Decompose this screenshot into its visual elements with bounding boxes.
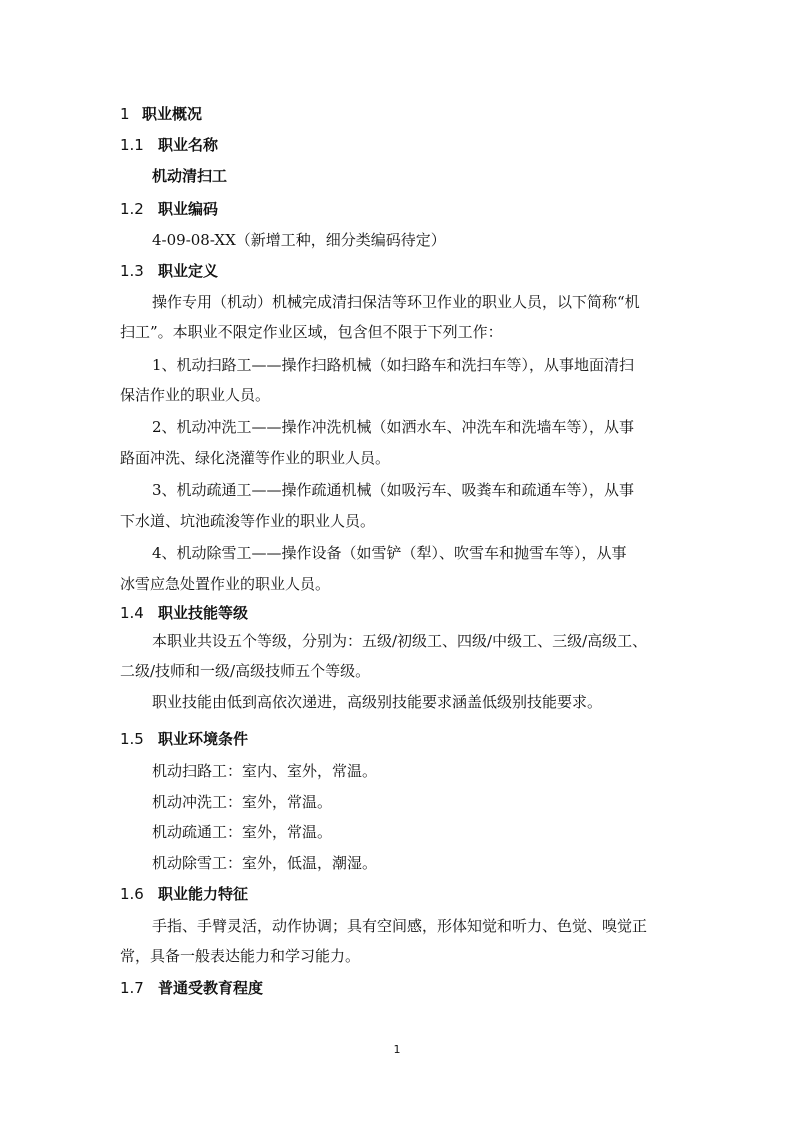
heading-1-4: 1.4 职业技能等级 [120,604,249,622]
occupation-name: 机动清扫工 [152,167,228,185]
heading-1: 1 职业概况 [120,105,203,123]
env-line-1: 机动扫路工：室内、室外，常温。 [152,762,378,780]
item-2-line-1: 2、机动冲洗工——操作冲洗机械（如洒水车、冲洗车和洗墙车等），从事 [152,418,635,436]
occupation-code: 4-09-08-XX（新增工种，细分类编码待定） [152,231,446,249]
heading-1-7-title: 普通受教育程度 [158,979,264,997]
heading-1-title: 职业概况 [142,105,203,123]
definition-line-2: 扫工”。本职业不限定作业区域，包含但不限于下列工作： [120,323,503,341]
ability-line-1: 手指、手臂灵活，动作协调；具有空间感，形体知觉和听力、色觉、嗅觉正 [152,917,648,935]
heading-1-5: 1.5 职业环境条件 [120,730,249,748]
item-4-line-2: 冰雪应急处置作业的职业人员。 [120,575,331,593]
heading-1-2-title: 职业编码 [158,200,219,218]
heading-1-6-title: 职业能力特征 [158,885,249,903]
heading-1-1: 1.1 职业名称 [120,136,219,154]
heading-1-5-title: 职业环境条件 [158,730,249,748]
item-4-line-1: 4、机动除雪工——操作设备（如雪铲（犁）、吹雪车和抛雪车等），从事 [152,544,627,562]
levels-progression: 职业技能由低到高依次递进，高级别技能要求涵盖低级别技能要求。 [152,693,603,711]
heading-1-2: 1.2 职业编码 [120,200,219,218]
item-3-line-2: 下水道、坑池疏浚等作业的职业人员。 [120,512,376,530]
item-2-line-2: 路面冲洗、绿化浇灌等作业的职业人员。 [120,449,391,467]
env-line-2: 机动冲洗工：室外，常温。 [152,793,333,811]
env-line-3: 机动疏通工：室外，常温。 [152,823,333,841]
item-1-line-2: 保洁作业的职业人员。 [120,386,271,404]
heading-1-3: 1.3 职业定义 [120,262,219,280]
levels-line-1: 本职业共设五个等级，分别为：五级/初级工、四级/中级工、三级/高级工、 [152,632,648,650]
env-line-4: 机动除雪工：室外，低温，潮湿。 [152,854,378,872]
definition-line-1: 操作专用（机动）机械完成清扫保洁等环卫作业的职业人员，以下简称“机 [152,293,640,311]
page-number: 1 [393,1043,401,1056]
heading-1-4-title: 职业技能等级 [158,604,249,622]
heading-1-6: 1.6 职业能力特征 [120,885,249,903]
heading-1-3-title: 职业定义 [158,262,219,280]
levels-line-2: 二级/技师和一级/高级技师五个等级。 [120,662,371,680]
item-1-line-1: 1、机动扫路工——操作扫路机械（如扫路车和洗扫车等），从事地面清扫 [152,356,635,374]
item-3-line-1: 3、机动疏通工——操作疏通机械（如吸污车、吸粪车和疏通车等），从事 [152,481,635,499]
ability-line-2: 常，具备一般表达能力和学习能力。 [120,947,361,965]
heading-1-1-title: 职业名称 [158,136,219,154]
heading-1-7: 1.7 普通受教育程度 [120,979,264,997]
